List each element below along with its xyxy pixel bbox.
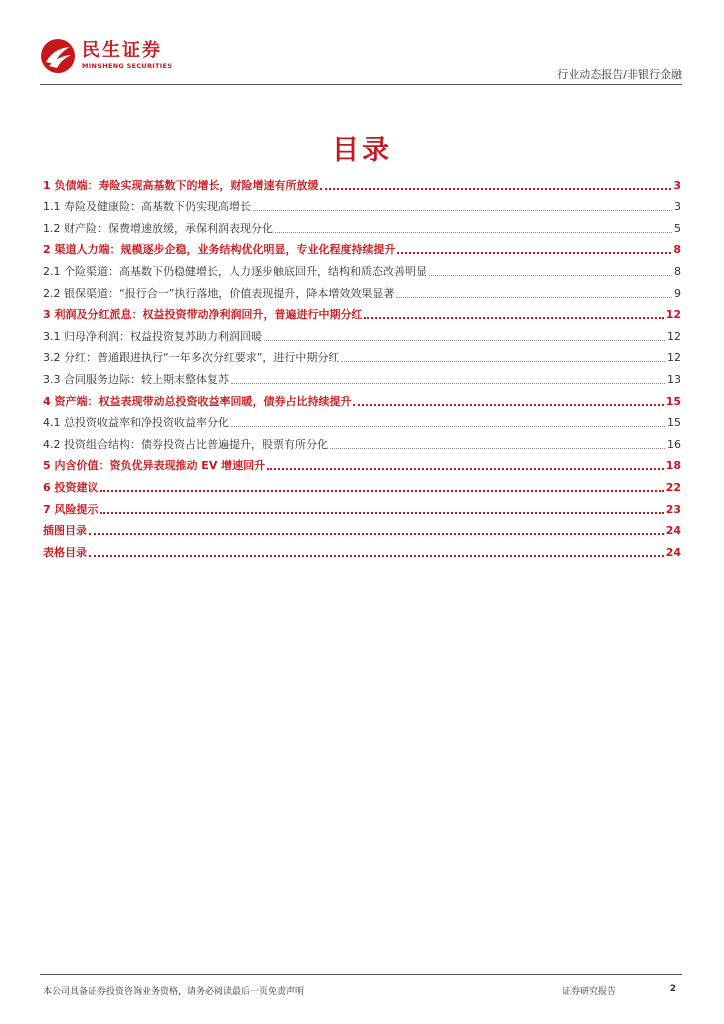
toc-entry-page: 18 <box>665 459 681 473</box>
toc-leader-dots <box>353 404 663 406</box>
toc-entry-page: 9 <box>674 286 681 300</box>
toc-entry[interactable] <box>43 236 681 258</box>
toc-entry-page: 13 <box>667 372 681 386</box>
toc-entry[interactable] <box>43 344 681 366</box>
toc-leader-dots <box>364 317 663 319</box>
toc-leader-dots <box>231 383 665 384</box>
report-type: 行业动态报告/非银行金融 <box>557 68 682 81</box>
toc-entry-label: 4 资产端：权益表现带动总投资收益率回暖，债券占比持续提升 <box>43 394 352 408</box>
toc-leader-dots <box>341 361 665 362</box>
toc-entry[interactable] <box>43 193 681 215</box>
toc-entry-page: 3 <box>674 200 681 214</box>
toc-entry-page: 8 <box>673 243 681 257</box>
toc-entry-label: 3.3 合同服务边际：较上期末整体复苏 <box>43 372 229 386</box>
toc-leader-dots <box>396 297 672 298</box>
toc-entry[interactable] <box>43 538 681 560</box>
toc-entry[interactable] <box>43 409 681 431</box>
footer-doc-type: 证券研究报告 <box>562 987 617 997</box>
toc-leader-dots <box>89 533 664 535</box>
toc-leader-dots <box>320 188 671 190</box>
toc-entry[interactable] <box>43 365 681 387</box>
toc-entry[interactable] <box>43 171 681 193</box>
toc-leader-dots <box>264 340 665 341</box>
toc-entry-label: 2.1 个险渠道：高基数下仍稳健增长，人力逐步触底回升，结构和质态改善明显 <box>43 264 427 278</box>
toc-entry-label: 1.2 财产险：保费增速放缓，承保利润表现分化 <box>43 221 273 235</box>
toc-entry[interactable] <box>43 495 681 517</box>
toc-entry-page: 12 <box>667 351 681 365</box>
toc-leader-dots <box>89 555 664 557</box>
company-logo <box>40 38 172 74</box>
page-title: 目录 <box>332 135 392 166</box>
toc-leader-dots <box>253 210 672 211</box>
toc-entry[interactable] <box>43 430 681 452</box>
toc-entry-label: 2 渠道人力端：规模逐步企稳，业务结构优化明显，专业化程度持续提升 <box>43 243 396 257</box>
toc-entry[interactable] <box>43 301 681 323</box>
footer-divider <box>40 974 682 975</box>
toc-leader-dots <box>397 252 671 254</box>
toc-entry[interactable] <box>43 387 681 409</box>
footer-page-number: 2 <box>669 984 676 994</box>
toc-entry-page: 15 <box>667 416 681 430</box>
toc-entry-page: 12 <box>667 329 681 343</box>
toc-entry-page: 5 <box>674 221 681 235</box>
toc-entry[interactable] <box>43 214 681 236</box>
toc-entry-label: 3.1 归母净利润：权益投资复苏助力利润回暖 <box>43 329 262 343</box>
toc-entry-page: 24 <box>665 524 681 538</box>
minsheng-logo-icon <box>40 38 76 74</box>
toc-entry[interactable] <box>43 473 681 495</box>
toc-entry-label: 1.1 寿险及健康险：高基数下仍实现高增长 <box>43 200 251 214</box>
toc-entry-label: 4.2 投资组合结构：债券投资占比普遍提升，股票有所分化 <box>43 437 328 451</box>
toc-entry-label: 1 负债端：寿险实现高基数下的增长，财险增速有所放缓 <box>43 178 319 192</box>
toc-entry[interactable] <box>43 322 681 344</box>
toc-entry[interactable] <box>43 279 681 301</box>
toc-entry[interactable] <box>43 452 681 474</box>
logo-chinese-name: 民生证券 <box>82 40 162 61</box>
toc-entry-label: 3 利润及分红派息：权益投资带动净利润回升，普遍进行中期分红 <box>43 308 363 322</box>
toc-entry-page: 24 <box>665 545 681 559</box>
toc-leader-dots <box>231 426 665 427</box>
footer-disclaimer: 本公司具备证券投资咨询业务资格，请务必阅读最后一页免责声明 <box>43 987 305 997</box>
toc-entry-page: 12 <box>665 308 681 322</box>
toc-entry-page: 15 <box>665 394 681 408</box>
logo-english-name: MINSHENG SECURITIES <box>82 62 173 70</box>
toc-leader-dots <box>100 490 663 492</box>
toc-entry-page: 23 <box>665 502 681 516</box>
toc-entry-label: 表格目录 <box>43 545 87 559</box>
toc-leader-dots <box>267 468 664 470</box>
toc-entry-label: 2.2 银保渠道：“报行合一”执行落地，价值表现提升，降本增效效果显著 <box>43 286 395 300</box>
toc-entry-page: 8 <box>674 264 681 278</box>
toc-entry-page: 22 <box>665 480 681 494</box>
toc-leader-dots <box>429 275 672 276</box>
toc-entry[interactable] <box>43 517 681 539</box>
toc-leader-dots <box>275 232 672 233</box>
toc-entry-label: 3.2 分红：普通跟进执行“一年多次分红要求”，进行中期分红 <box>43 351 340 365</box>
toc-entry[interactable] <box>43 257 681 279</box>
toc-entry-label: 7 风险提示 <box>43 502 99 516</box>
toc-entry-label: 4.1 总投资收益率和净投资收益率分化 <box>43 416 229 430</box>
toc-leader-dots <box>330 448 665 449</box>
toc-entry-page: 3 <box>673 178 681 192</box>
toc-entry-page: 16 <box>667 437 681 451</box>
toc-leader-dots <box>100 512 663 514</box>
toc-entry-label: 插图目录 <box>43 524 87 538</box>
table-of-contents <box>43 171 681 560</box>
header-divider <box>40 84 682 85</box>
toc-entry-label: 5 内含价值：资负优异表现推动 EV 增速回升 <box>43 459 266 473</box>
toc-entry-label: 6 投资建议 <box>43 480 99 494</box>
